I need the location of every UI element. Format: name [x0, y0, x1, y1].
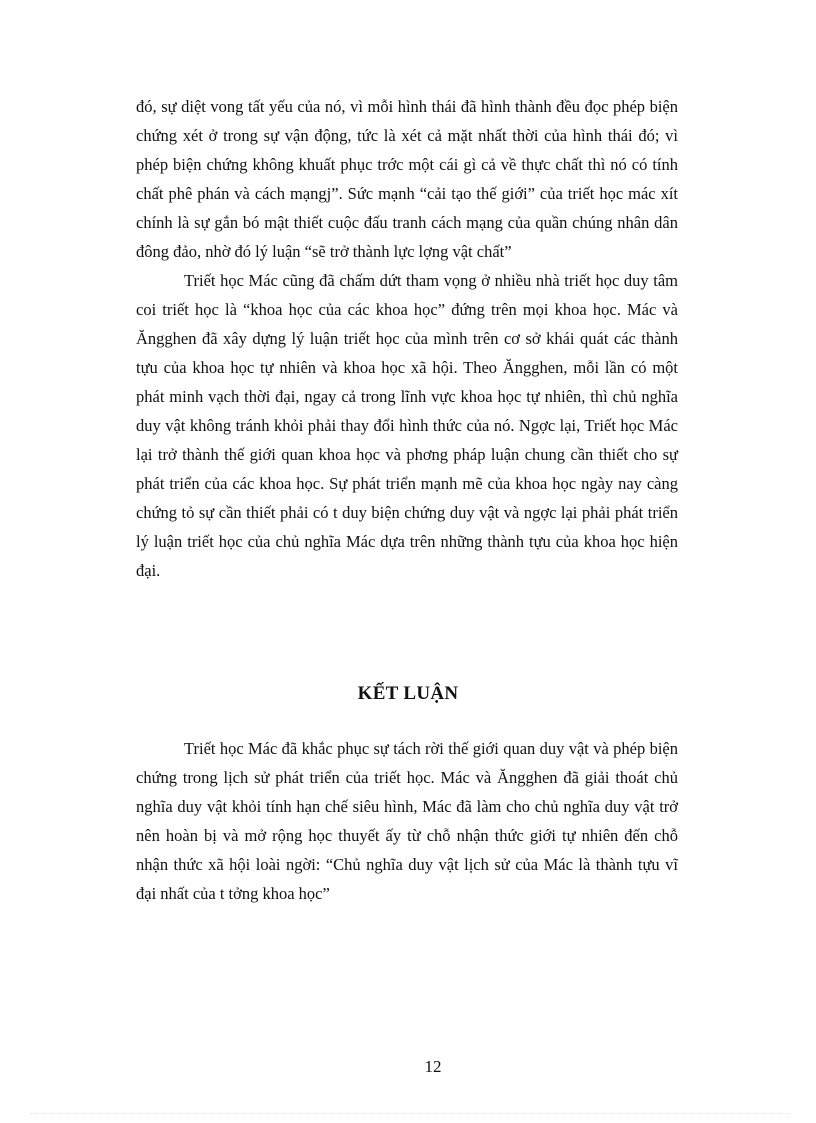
conclusion-paragraph: Triết học Mác đã khắc phục sự tách rời thế giới quan duy vật và phép biện chứng trong lịch sử phát triển của triết học. Mác và Ăngghen đã giải thoát chủ nghĩa duy vật khỏi tính hạn chế siêu hình, Mác đã làm cho chủ nghĩa duy vật trở nên hoàn bị và mở rộng học thuyết ấy từ chỗ nhận thức giới tự nhiên đến chỗ nhận thức xã hội loài ngời: “Chủ nghĩa duy vật lịch sử của Mác là thành tựu vĩ đại nhất của t tởng khoa học” [136, 739, 678, 903]
body-text-top [136, 92, 678, 585]
continuation-paragraph: đó, sự diệt vong tất yếu của nó, vì mỗi hình thái đã hình thành đều đọc phép biện chứng xét ở trong sự vận động, tức là xét cả mặt nhất thời của hình thái đó; vì phép biện chứng không khuất phục trớc một cái gì cả về thực chất thì nó có tính chất phê phán và cách mạngj”. Sức mạnh “cải tạo thế giới” của triết học mác xít chính là sự gắn bó mật thiết cuộc đấu tranh cách mạng của quần chúng nhân dân đông đảo, nhờ đó lý luận “sẽ trở thành lực lợng vật chất” [136, 97, 678, 261]
page-edge-rule [30, 1113, 790, 1114]
body-text-conclusion [136, 734, 678, 908]
second-paragraph: Triết học Mác cũng đã chấm dứt tham vọng ở nhiều nhà triết học duy tâm coi triết học là “khoa học của các khoa học” đứng trên mọi khoa học. Mác và Ăngghen đã xây dựng lý luận triết học của mình trên cơ sở khái quát các thành tựu của khoa học tự nhiên và khoa học xã hội. Theo Ăngghen, mỗi lần có một phát minh vạch thời đại, ngay cả trong lĩnh vực khoa học tự nhiên, thì chủ nghĩa duy vật không tránh khỏi phải thay đổi hình thức của nó. Ngợc lại, Triết học Mác lại trở thành thế giới quan khoa học và phơng pháp luận chung cần thiết cho sự phát triển của các khoa học. Sự phát triển mạnh mẽ của khoa học ngày nay càng chứng tỏ sự cần thiết phải có t duy biện chứng duy vật và ngợc lại phải phát triển lý luận triết học của chủ nghĩa Mác dựa trên những thành tựu của khoa học hiện đại. [136, 271, 678, 580]
page-number: 12 [424, 1057, 442, 1076]
section-heading: KẾT LUẬN [357, 683, 459, 704]
